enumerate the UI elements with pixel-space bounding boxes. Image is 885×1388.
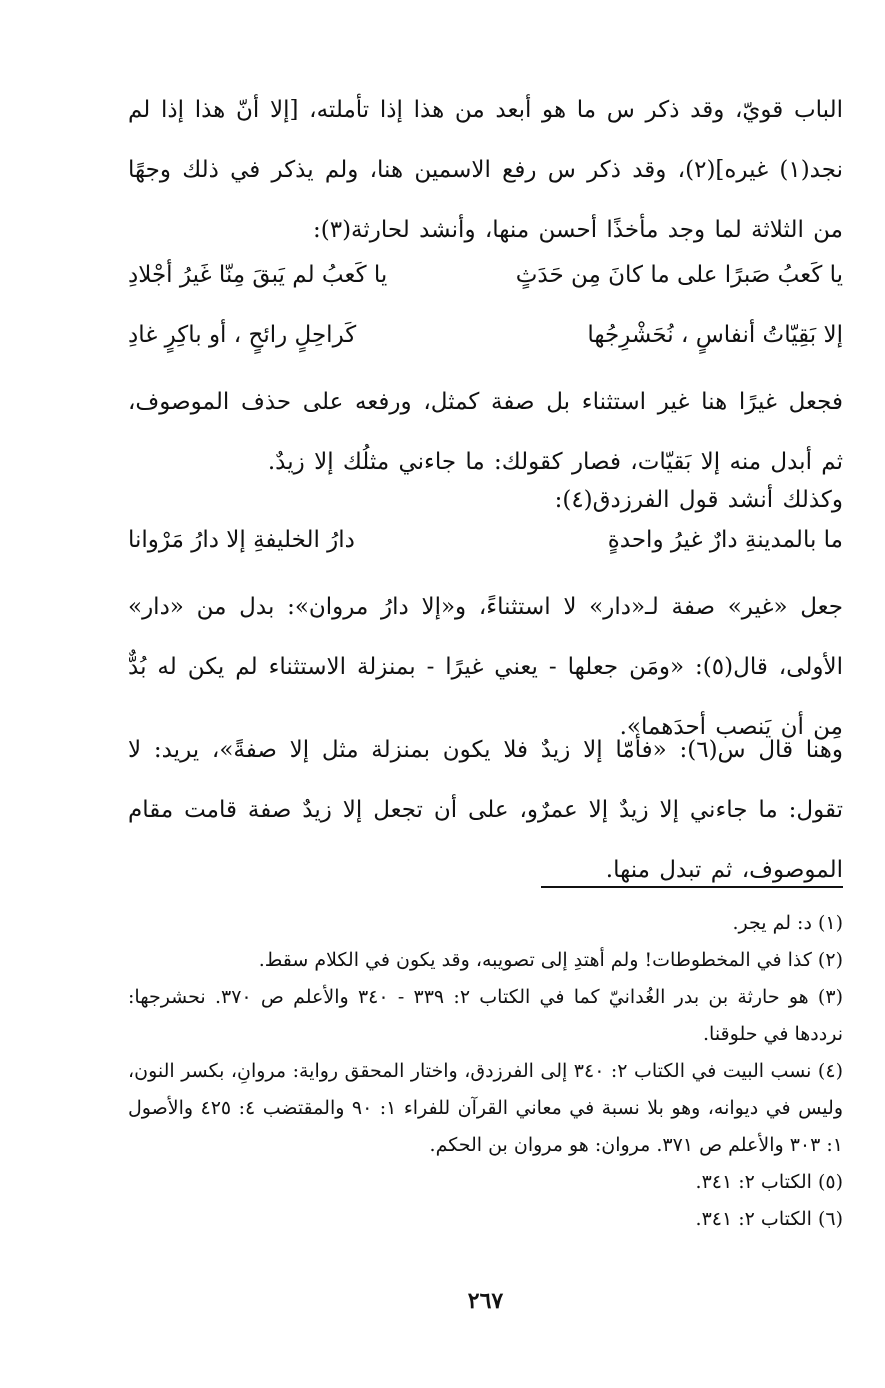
paragraph-3: وكذلك أنشد قول الفرزدق(٤):	[554, 487, 843, 513]
footnote-2: (٢) كذا في المخطوطات! ولم أهتدِ إلى تصويبه، وقد يكون في الكلام سقط.	[258, 949, 843, 971]
verse-line-3	[128, 527, 843, 567]
verse-3-second-hemistich: دارُ الخليفةِ إلا دارُ مَرْوانا	[128, 527, 355, 553]
paragraph-5: وهنا قال س(٦): «فأمّا إلا زيدٌ فلا يكون بمنزلة مثل إلا صفةً»، يريد: لا تقول: ما جاءني إلا زيدٌ إلا عمرٌو، على أن تجعل إلا زيدٌ صفة قامت مقام الموصوف، ثم تبدل منها.	[128, 737, 843, 883]
verse-line-1	[128, 262, 843, 302]
footnote-5: (٥) الكتاب ٢: ٣٤١.	[695, 1171, 843, 1193]
paragraph-1: الباب قويّ، وقد ذكر س ما هو أبعد من هذا إذا تأملته، [إلا أنّ هذا إذا لم نجد(١) غيره](٢)، وقد ذكر س رفع الاسمين هنا، ولم يذكر في ذلك وجهًا من الثلاثة لما وجد مأخذًا أحسن منها، وأنشد لحارثة(٣):	[128, 97, 843, 243]
verse-3-first-hemistich: ما بالمدينةِ دارٌ غيرُ واحدةٍ	[607, 527, 843, 553]
verse-2-second-hemistich: كَراحِلٍ رائحٍ ، أو باكِرٍ غادِ	[128, 322, 357, 348]
footnote-6: (٦) الكتاب ٢: ٣٤١.	[695, 1208, 843, 1230]
book-page	[128, 0, 843, 1388]
footnote-1: (١) د: لم يجر.	[732, 912, 843, 934]
verse-2-first-hemistich: إلا بَقِيّاتُ أنفاسٍ ، نُحَشْرِجُها	[587, 322, 843, 348]
verse-1-second-hemistich: يا كَعبُ لم يَبقَ مِنّا غَيرُ أجْلادِ	[128, 262, 388, 288]
verse-line-2	[128, 322, 843, 362]
page-number: ٢٦٧	[467, 1288, 504, 1314]
verse-1-first-hemistich: يا كَعبُ صَبرًا على ما كانَ مِن حَدَثٍ	[515, 262, 843, 288]
footnote-3: (٣) هو حارثة بن بدر الغُدانيّ كما في الكتاب ٢: ٣٣٩ - ٣٤٠ والأعلم ص ٣٧٠. نحشرجها: نرددها في حلوقنا.	[128, 986, 843, 1045]
footnote-separator	[541, 886, 843, 888]
footnote-4: (٤) نسب البيت في الكتاب ٢: ٣٤٠ إلى الفرزدق، واختار المحقق رواية: مروانِ، بكسر النون، وليس في ديوانه، وهو بلا نسبة في معاني القرآن للفراء ١: ٩٠ والمقتضب ٤: ٤٢٥ والأصول ١: ٣٠٣ والأعلم ص ٣٧١. مروان: هو مروان بن الحكم.	[128, 1060, 843, 1156]
footnotes	[128, 905, 843, 1238]
paragraph-2: فجعل غيرًا هنا غير استثناء بل صفة كمثل، ورفعه على حذف الموصوف، ثم أبدل منه إلا بَقيّات، فصار كقولك: ما جاءني مثلُك إلا زيدٌ.	[128, 389, 843, 475]
paragraph-4: جعل «غير» صفة لـ«دار» لا استثناءً، و«إلا دارُ مروان»: بدل من «دار» الأولى، قال(٥): «ومَن جعلها - يعني غيرًا - بمنزلة الاستثناء لم يكن له بُدٌّ مِن أن يَنصب أحدَهما».	[128, 594, 843, 740]
